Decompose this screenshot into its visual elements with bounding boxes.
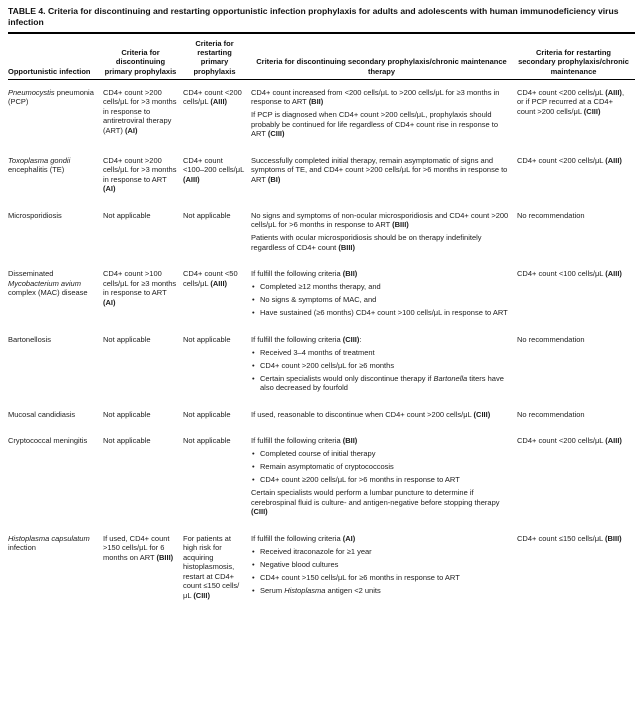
- cell-restarting-primary-prophylaxis: [183, 428, 251, 526]
- cell-discontinuing-primary-prophylaxis: [103, 327, 183, 402]
- cell-restarting-secondary-prophylaxis: [517, 148, 635, 203]
- paragraph: CD4+ count ≤150 cells/μL (BIII): [517, 533, 622, 543]
- paragraph: Not applicable: [103, 334, 151, 344]
- paragraph: Bartonellosis: [8, 334, 51, 344]
- cell-opportunistic-infection: [8, 148, 103, 203]
- paragraph: Mucosal candidiasis: [8, 409, 76, 419]
- paragraph: CD4+ count >200 cells/μL for >3 months in response to antiretroviral therapy (ART) (AI): [103, 87, 177, 135]
- cell-discontinuing-secondary-prophylaxis: [251, 79, 517, 148]
- paragraph: No recommendation: [517, 409, 585, 419]
- col-header-opportunistic-infection: Opportunistic infection: [8, 33, 103, 79]
- paragraph: CD4+ count <50 cells/μL (AIII): [183, 269, 238, 288]
- bullet-item: • CD4+ count >200 cells/μL for ≥6 months: [251, 361, 511, 371]
- cell-discontinuing-primary-prophylaxis: [103, 261, 183, 327]
- col-header-restarting-secondary-prophylaxis: Criteria for restarting secondary prophylaxis/​chronic maintenance: [517, 33, 635, 79]
- paragraph: Microsporidiosis: [8, 210, 62, 220]
- cell-restarting-primary-prophylaxis: [183, 148, 251, 203]
- paragraph: Pneumocystis pneumonia (PCP): [8, 87, 94, 107]
- paragraph: If fulfill the following criteria (AI): [251, 533, 356, 543]
- col-header-discontinuing-primary-prophylaxis: Criteria for discontinuing primary prophylaxis: [103, 33, 183, 79]
- cell-opportunistic-infection: [8, 79, 103, 148]
- cell-discontinuing-secondary-prophylaxis: [251, 402, 517, 429]
- bullet-item: • Negative blood cultures: [251, 560, 511, 570]
- paragraph: If fulfill the following criteria (CIII):: [251, 334, 362, 344]
- paragraph: Patients with ocular microsporidiosis should be on therapy indefinitely regardless of CD4+ count (BIII): [251, 233, 482, 252]
- paragraph: If used, CD4+ count >150 cells/μL for 6 months on ART (BIII): [103, 533, 174, 562]
- cell-restarting-secondary-prophylaxis: [517, 79, 635, 148]
- cell-restarting-secondary-prophylaxis: [517, 261, 635, 327]
- table-row: [8, 148, 635, 203]
- cell-restarting-primary-prophylaxis: [183, 261, 251, 327]
- table-row: [8, 261, 635, 327]
- cell-opportunistic-infection: [8, 327, 103, 402]
- col-header-restarting-primary-prophylaxis: Criteria for restarting primary prophylaxis: [183, 33, 251, 79]
- bullet-item: • Completed ≥12 months therapy, and: [251, 282, 511, 292]
- cell-opportunistic-infection: [8, 428, 103, 526]
- paragraph: CD4+ count >100 cells/μL for ≥3 months in response to ART (AI): [103, 269, 177, 307]
- header-row: [8, 33, 635, 79]
- cell-discontinuing-secondary-prophylaxis: [251, 526, 517, 610]
- cell-restarting-secondary-prophylaxis: [517, 526, 635, 610]
- bullet-item: • Remain asymptomatic of cryptococcosis: [251, 462, 511, 472]
- bullet-item: • CD4+ count >150 cells/μL for ≥6 months in response to ART: [251, 573, 511, 583]
- cell-discontinuing-secondary-prophylaxis: [251, 203, 517, 262]
- bullet-item: • Received itraconazole for ≥1 year: [251, 547, 511, 557]
- cell-discontinuing-primary-prophylaxis: [103, 148, 183, 203]
- paragraph: Disseminated Mycobacterium avium complex (MAC) disease: [8, 269, 88, 298]
- table-row: [8, 526, 635, 610]
- paragraph: CD4+ count <200 cells/μL (AIII): [517, 436, 622, 446]
- cell-restarting-secondary-prophylaxis: [517, 428, 635, 526]
- cell-discontinuing-secondary-prophylaxis: [251, 327, 517, 402]
- paragraph: If used, reasonable to discontinue when CD4+ count >200 cells/μL (CIII): [251, 409, 491, 419]
- paragraph: If PCP is diagnosed when CD4+ count >200 cells/μL, prophylaxis should probably be continued for life regardless of CD4+ count rise in response to ART (CIII): [251, 110, 499, 139]
- paragraph: Not applicable: [183, 436, 231, 446]
- paragraph: Not applicable: [103, 409, 151, 419]
- paragraph: Cryptococcal meningitis: [8, 436, 88, 446]
- cell-discontinuing-secondary-prophylaxis: [251, 261, 517, 327]
- paragraph: No signs and symptoms of non-ocular microsporidiosis and CD4+ count >200 cells/μL for >6 months in response to ART (BIII): [251, 210, 509, 230]
- cell-opportunistic-infection: [8, 203, 103, 262]
- cell-discontinuing-secondary-prophylaxis: [251, 148, 517, 203]
- bullet-item: • Serum Histoplasma antigen <2 units: [251, 586, 511, 596]
- table-title: TABLE 4. Criteria for discontinuing and restarting opportunistic infection prophylaxis for adults and adolescents with human immunodeficiency virus infection: [8, 6, 619, 27]
- paragraph: For patients at high risk for acquiring histoplasmosis, restart at CD4+ count ≤150 cells/μL (CIII): [183, 533, 240, 600]
- cell-discontinuing-primary-prophylaxis: [103, 79, 183, 148]
- paragraph: Histoplasma capsulatum infection: [8, 533, 90, 553]
- cell-discontinuing-primary-prophylaxis: [103, 526, 183, 610]
- bullet-item: • Completed course of initial therapy: [251, 449, 511, 459]
- cell-opportunistic-infection: [8, 402, 103, 429]
- paragraph: Successfully completed initial therapy, remain asymptomatic of signs and symptoms of TE, and CD4+ count >200 cells/μL for >6 months in response to ART (BI): [251, 155, 508, 184]
- bullet-item: • CD4+ count ≥200 cells/μL for >6 months in response to ART: [251, 475, 511, 485]
- table-row: [8, 79, 635, 148]
- paragraph: CD4+ count <200 cells/μL (AIII): [517, 155, 622, 165]
- bullet-item: • Certain specialists would only discontinue therapy if Bartonella titers have also decreased by fourfold: [251, 374, 511, 393]
- paragraph: CD4+ count >200 cells/μL for >3 months in response to ART (AI): [103, 155, 177, 194]
- cell-restarting-primary-prophylaxis: [183, 402, 251, 429]
- cell-restarting-secondary-prophylaxis: [517, 402, 635, 429]
- paragraph: CD4+ count <100 cells/μL (AIII): [517, 269, 622, 279]
- paragraph: Not applicable: [103, 210, 151, 220]
- paragraph: No recommendation: [517, 334, 585, 344]
- table-header: [8, 33, 635, 79]
- table-row: [8, 402, 635, 429]
- table-row: [8, 428, 635, 526]
- table-row: [8, 327, 635, 402]
- cell-discontinuing-primary-prophylaxis: [103, 402, 183, 429]
- criteria-table: [8, 32, 635, 609]
- paragraph: If fulfill the following criteria (BII): [251, 436, 358, 446]
- cell-discontinuing-secondary-prophylaxis: [251, 428, 517, 526]
- bullet-item: • Have sustained (≥6 months) CD4+ count >100 cells/μL in response to ART: [251, 308, 511, 318]
- cell-restarting-primary-prophylaxis: [183, 203, 251, 262]
- paragraph: Certain specialists would perform a lumbar puncture to determine if cerebrospinal fluid is culture- and antigen-negative before stopping therapy (CIII): [251, 488, 500, 517]
- paragraph: Not applicable: [183, 334, 231, 344]
- cell-discontinuing-primary-prophylaxis: [103, 203, 183, 262]
- table-body: [8, 79, 635, 609]
- cell-opportunistic-infection: [8, 526, 103, 610]
- paragraph: Not applicable: [183, 409, 231, 419]
- paragraph: CD4+ count increased from <200 cells/μL to >200 cells/μL for ≥3 months in response to ART (BII): [251, 87, 500, 107]
- cell-opportunistic-infection: [8, 261, 103, 327]
- paragraph: Toxoplasma gondii encephalitis (TE): [8, 155, 71, 175]
- paragraph: CD4+ count <200 cells/μL (AIII): [183, 87, 242, 107]
- paragraph: CD4+ count <100–200 cells/μL (AIII): [183, 155, 244, 184]
- paragraph: CD4+ count <200 cells/μL (AIII), or if PCP recurred at a CD4+ count >200 cells/μL (CIII): [517, 87, 625, 116]
- paragraph: If fulfill the following criteria (BII): [251, 269, 358, 279]
- cell-restarting-primary-prophylaxis: [183, 327, 251, 402]
- cell-restarting-secondary-prophylaxis: [517, 203, 635, 262]
- bullet-item: • Received 3–4 months of treatment: [251, 348, 511, 358]
- cell-discontinuing-primary-prophylaxis: [103, 428, 183, 526]
- paragraph: Not applicable: [103, 436, 151, 446]
- bullet-item: • No signs & symptoms of MAC, and: [251, 295, 511, 305]
- paragraph: Not applicable: [183, 210, 231, 220]
- table-row: [8, 203, 635, 262]
- col-header-discontinuing-secondary-prophylaxis: Criteria for discontinuing secondary prophylaxis/​chronic maintenance therapy: [251, 33, 517, 79]
- cell-restarting-secondary-prophylaxis: [517, 327, 635, 402]
- cell-restarting-primary-prophylaxis: [183, 79, 251, 148]
- cell-restarting-primary-prophylaxis: [183, 526, 251, 610]
- paragraph: No recommendation: [517, 210, 585, 220]
